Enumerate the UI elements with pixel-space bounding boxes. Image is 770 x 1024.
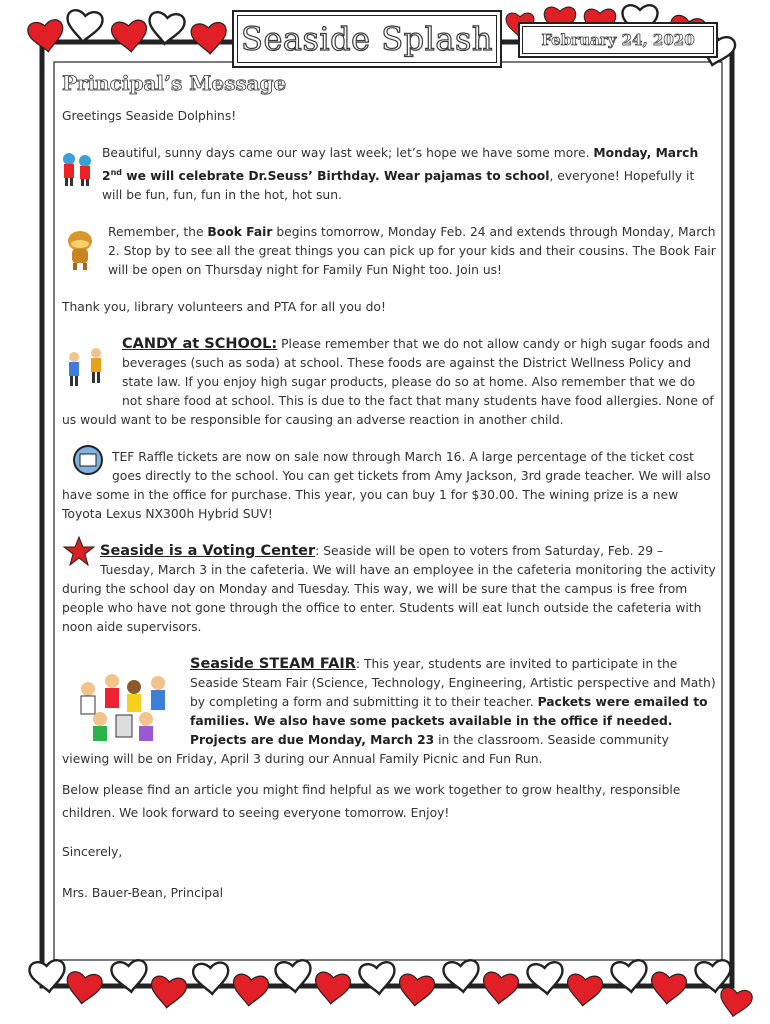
seuss-paragraph <box>62 144 718 205</box>
closing-text: Sincerely, <box>62 845 123 860</box>
issue-date-box <box>518 22 718 58</box>
newsletter-body <box>62 71 718 921</box>
white-heart-icon <box>359 961 397 995</box>
steam-text-pre: : This year, students are invited to participate in the Seaside Steam Fair (Science, Technology, Engineering, Artistic perspective and Math) by completing a form and submitting it to their teacher. <box>190 657 716 710</box>
seuss-text-post: , everyone! Hopefully it will be fun, fun, fun in the hot, hot sun. <box>102 169 695 203</box>
voting-paragraph <box>62 542 718 637</box>
raffle-paragraph <box>62 448 718 524</box>
white-heart-icon <box>275 959 313 993</box>
science-kids-icon <box>72 667 178 743</box>
steam-bold: Packets were emailed to families. We also have some packets available in the office if needed. Projects are due Monday, March 23 <box>190 695 708 748</box>
red-heart-icon <box>481 971 519 1005</box>
white-heart-icon <box>65 9 103 43</box>
red-heart-icon <box>397 973 435 1007</box>
bookfair-paragraph <box>62 223 718 280</box>
lorax-icon <box>60 227 102 271</box>
bookfair-bold: Book Fair <box>207 225 273 240</box>
voting-text: : Seaside will be open to voters from Saturday, Feb. 29 – Tuesday, March 3 in the cafeteria. We will have an employee in the cafeteria monitoring the activity during the school day on Monday and Tuesday. This way, we will be sure that the campus is free from people who have not gone through the office to enter. Students will eat lunch outside the cafeteria with noon aide supervisors. <box>62 544 716 635</box>
seuss-bold-date: Monday, March 2 <box>102 146 699 184</box>
steam-paragraph <box>62 655 718 769</box>
seuss-bold-mid: we will celebrate Dr.Seuss’ Birthday. Wear pajamas to school <box>121 169 550 184</box>
steam-text-post: in the classroom. Seaside community viewing will be on Friday, April 3 during our Annual Family Picnic and Fun Run. <box>62 733 669 767</box>
thanks-text: Thank you, library volunteers and PTA for all you do! <box>62 300 386 315</box>
white-heart-icon <box>527 961 565 995</box>
masthead-title: Seaside Splash <box>241 20 493 58</box>
issue-date: February 24, 2020 <box>541 31 695 49</box>
thing-one-thing-two-icon <box>58 150 96 188</box>
red-heart-icon <box>231 973 269 1007</box>
signature: Mrs. Bauer-Bean, Principal <box>62 886 224 901</box>
white-heart-icon <box>443 959 481 993</box>
steam-heading: Seaside STEAM FAIR <box>190 656 356 673</box>
section-heading: Principal’s Message <box>62 71 287 95</box>
red-heart-icon <box>27 19 66 54</box>
masthead-title-box <box>232 10 502 68</box>
candy-text: Please remember that we do not allow candy or high sugar foods and beverages (such as soda) at school. These foods are against the District Wellness Policy and state law. If you enjoy high sugar products, please do so at home. Also remember that we do not share food at school. This is due to the fact that many students have food allergies. None of us would want to be responsible for causing an adverse reaction in another child. <box>62 337 714 428</box>
red-heart-icon <box>313 971 351 1005</box>
kids-icon <box>62 341 114 393</box>
white-heart-icon <box>611 959 649 993</box>
white-heart-icon <box>29 959 67 993</box>
red-heart-icon <box>649 971 687 1005</box>
article-text: Below please find an article you might find helpful as we work together to grow healthy, responsible children. We look forward to seeing everyone tomorrow. Enjoy! <box>62 783 681 821</box>
red-heart-icon <box>191 22 228 55</box>
white-heart-icon <box>193 962 230 995</box>
red-heart-icon <box>565 973 603 1007</box>
star-vote-icon <box>62 536 96 566</box>
red-heart-icon <box>717 986 753 1019</box>
candy-paragraph <box>62 335 718 430</box>
bookfair-text-pre: Remember, the <box>108 225 208 240</box>
raffle-badge-icon <box>70 444 106 476</box>
red-heart-icon <box>111 19 149 53</box>
red-heart-icon <box>149 975 187 1009</box>
seuss-text-pre: Beautiful, sunny days came our way last week; let’s hope we have some more. <box>102 146 594 160</box>
voting-heading: Seaside is a Voting Center <box>100 543 316 560</box>
red-heart-icon <box>64 971 103 1006</box>
raffle-text: TEF Raffle tickets are now on sale now through March 16. A large percentage of the ticket cost goes directly to the school. You can get tickets from Amy Jackson, 3rd grade teacher. We will also have some in the office for purchase. This year, you can buy 1 for $30.00. The wining prize is a new Toyota Lexus NX300h Hybrid SUV! <box>62 450 711 522</box>
white-heart-icon <box>111 959 149 993</box>
greeting: Greetings Seaside Dolphins! <box>62 109 237 123</box>
candy-heading: CANDY at SCHOOL: <box>122 336 278 353</box>
bookfair-text-post: begins tomorrow, Monday Feb. 24 and extends through Monday, March 2. Stop by to see all the great things you can pick up for your kids and their cousins. The Book Fair will be open on Thursday night for Family Fun Night too. Join us! <box>108 225 716 278</box>
seuss-bold-sup: nd <box>110 168 122 177</box>
